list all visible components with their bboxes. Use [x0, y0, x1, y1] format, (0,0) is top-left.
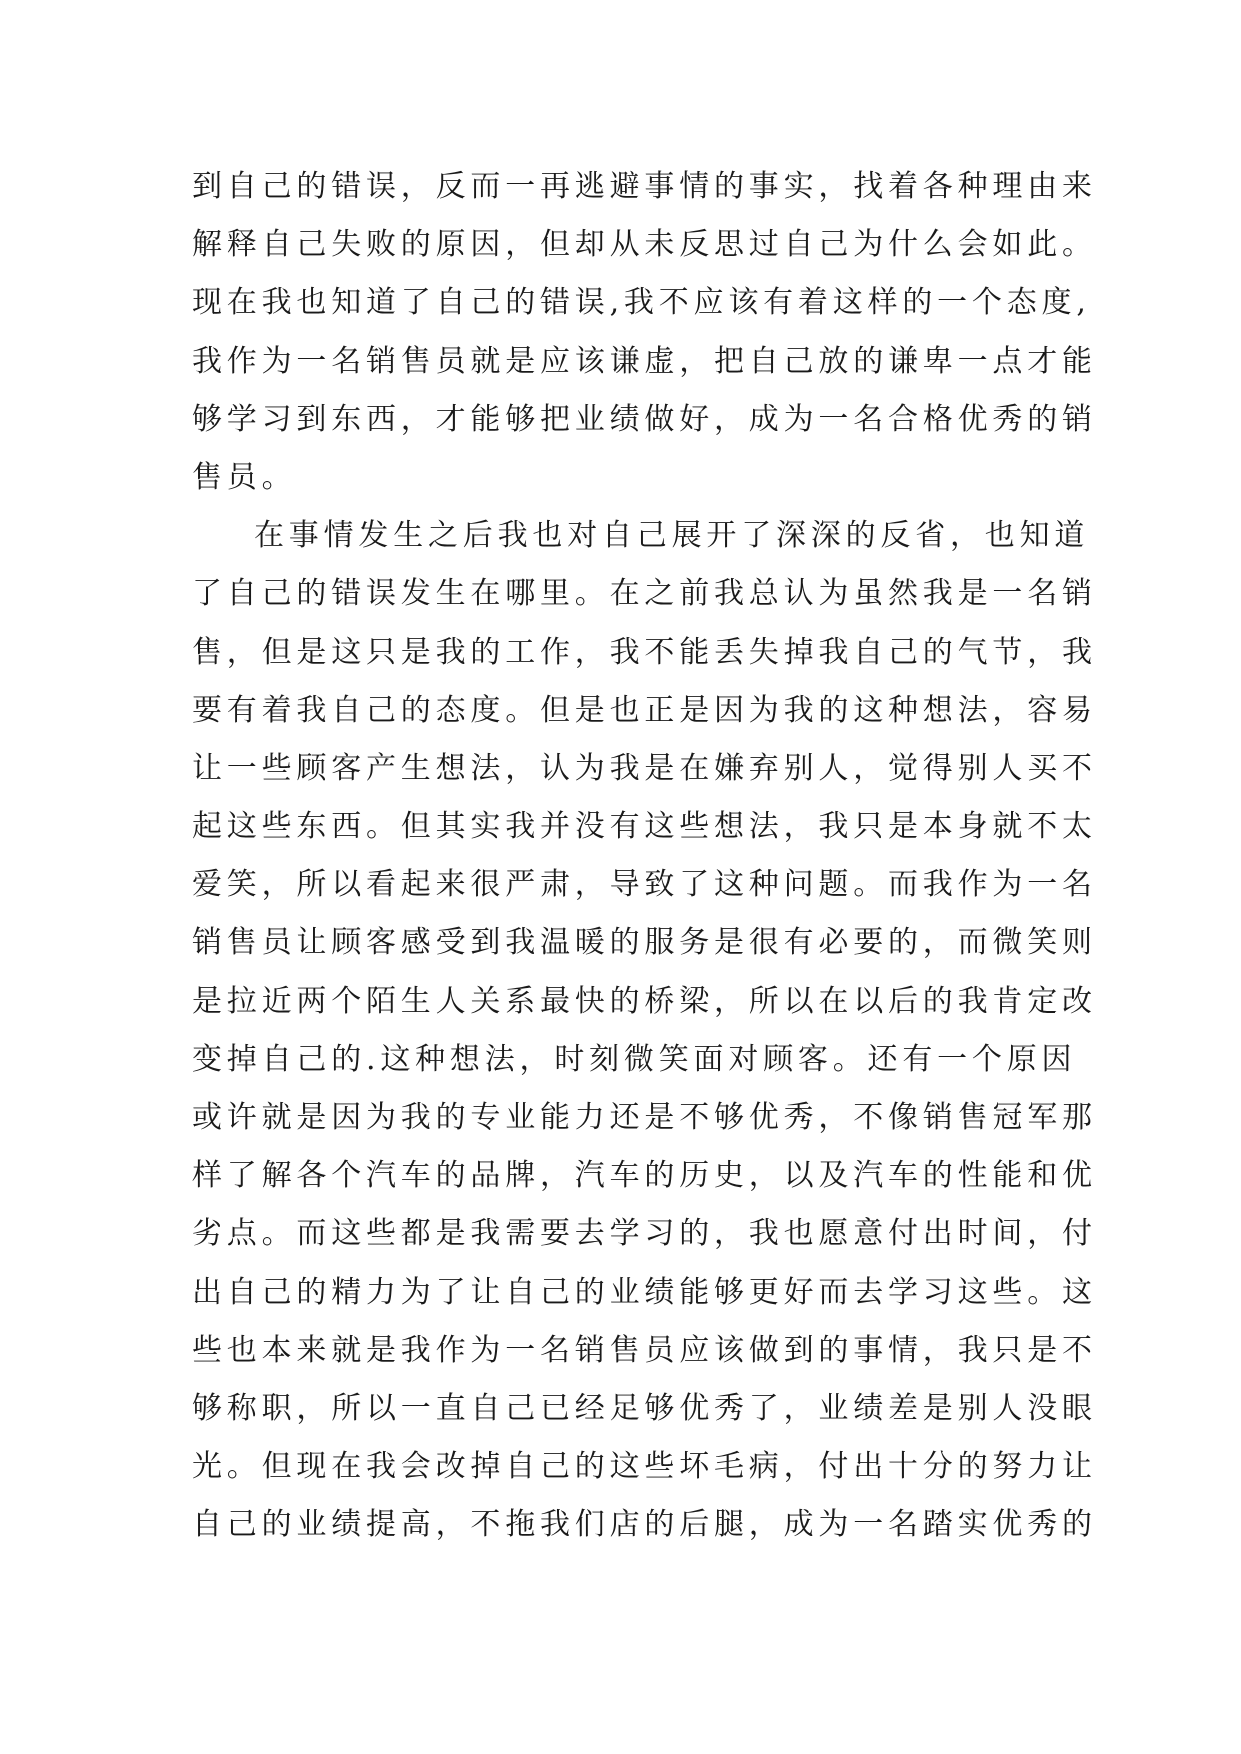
- text-line: 售员。: [192, 459, 297, 495]
- text-line: 自己的业绩提高，不拖我们店的后腿，成为一名踏实优秀的: [192, 1507, 1097, 1543]
- text-line: 解释自己失败的原因，但却从未反思过自己为什么会如此。: [192, 227, 1097, 263]
- text-line: 爱笑，所以看起来很严肃，导致了这种问题。而我作为一名: [192, 867, 1097, 903]
- text-line: 够称职，所以一直自己已经足够优秀了，业绩差是别人没眼: [192, 1390, 1097, 1426]
- text-line: 到自己的错误，反而一再逃避事情的事实，找着各种理由来: [192, 169, 1097, 204]
- text-line: 了自己的错误发生在哪里。在之前我总认为虽然我是一名销: [192, 576, 1097, 612]
- text-line: 够学习到东西，才能够把业绩做好，成为一名合格优秀的销: [192, 401, 1097, 437]
- text-line: 要有着我自己的态度。但是也正是因为我的这种想法，容易: [192, 692, 1097, 728]
- text-line: 我作为一名销售员就是应该谦虚，把自己放的谦卑一点才能: [192, 343, 1097, 379]
- text-line: 变掉自己的.这种想法，时刻微笑面对顾客。还有一个原因: [192, 1041, 1077, 1077]
- text-line: 劣点。而这些都是我需要去学习的，我也愿意付出时间，付: [192, 1216, 1097, 1252]
- paragraph-first-line: 在事情发生之后我也对自己展开了深深的反省，也知道: [254, 518, 1090, 554]
- text-line: 样了解各个汽车的品牌，汽车的历史，以及汽车的性能和优: [192, 1158, 1097, 1194]
- text-line: 是拉近两个陌生人关系最快的桥梁，所以在以后的我肯定改: [192, 983, 1097, 1019]
- text-line: 现在我也知道了自己的错误,我不应该有着这样的一个态度,: [192, 285, 1091, 321]
- body-text: [192, 158, 1097, 1555]
- text-line: 或许就是因为我的专业能力还是不够优秀，不像销售冠军那: [192, 1100, 1097, 1135]
- text-line: 销售员让顾客感受到我温暖的服务是很有必要的，而微笑则: [192, 925, 1097, 961]
- text-line: 起这些东西。但其实我并没有这些想法，我只是本身就不太: [192, 809, 1097, 845]
- text-line: 售，但是这只是我的工作，我不能丢失掉我自己的气节，我: [192, 634, 1097, 670]
- text-line: 让一些顾客产生想法，认为我是在嫌弃别人，觉得别人买不: [192, 750, 1097, 786]
- text-line: 些也本来就是我作为一名销售员应该做到的事情，我只是不: [192, 1332, 1097, 1368]
- text-line: 光。但现在我会改掉自己的这些坏毛病，付出十分的努力让: [192, 1449, 1097, 1485]
- text-line: 出自己的精力为了让自己的业绩能够更好而去学习这些。这: [192, 1274, 1097, 1310]
